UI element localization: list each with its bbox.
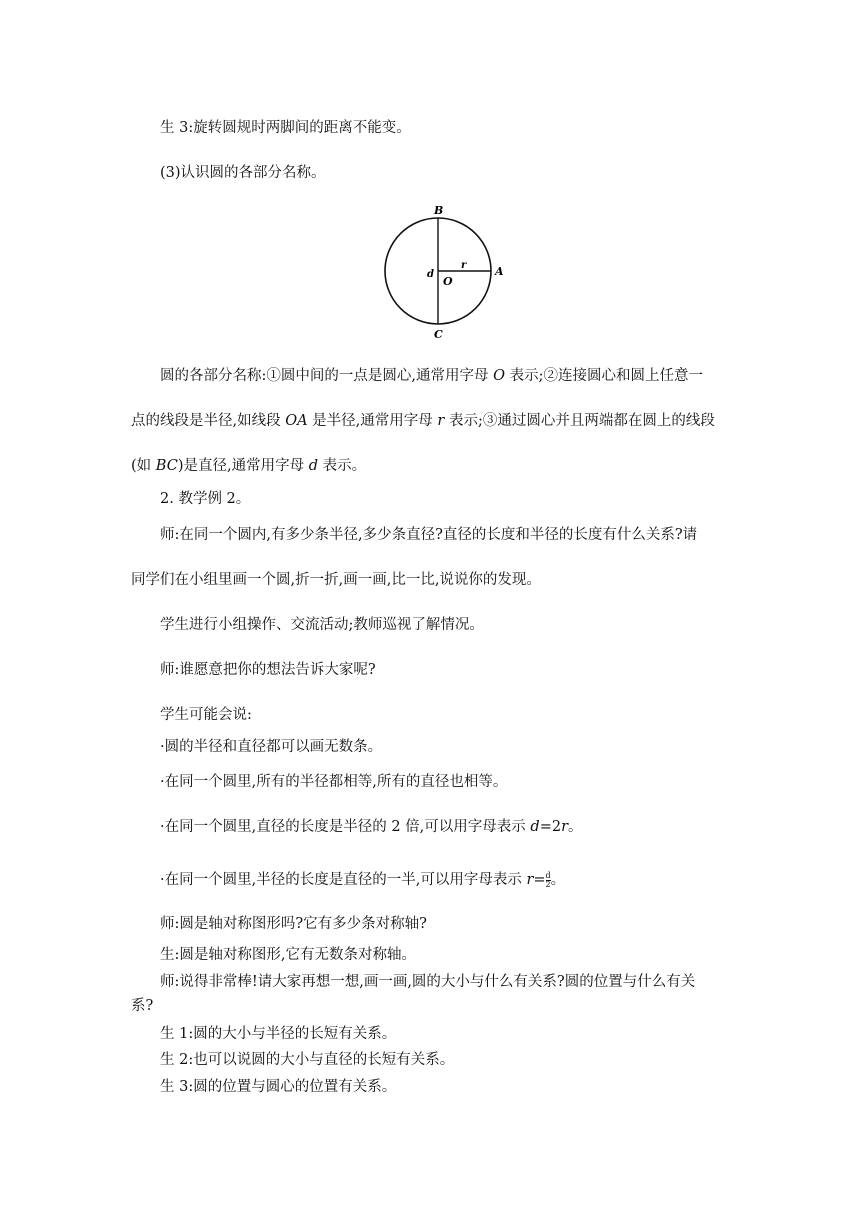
paragraph-1: 生 3:旋转圆规时两脚间的距离不能变。 xyxy=(160,120,411,136)
paragraph-9: 学生进行小组操作、交流活动;教师巡视了解情况。 xyxy=(160,617,484,633)
paragraph-16: 生 1:圆的大小与半径的长短有关系。 xyxy=(160,1026,397,1042)
paragraph-14: 师:说得非常棒!请大家再想一想,画一画,圆的大小与什么有关系?圆的位置与什么有关 xyxy=(160,974,696,990)
paragraph-3: 圆的各部分名称:①圆中间的一点是圆心,通常用字母 O 表示;②连接圆心和圆上任意一 xyxy=(160,368,703,384)
paragraph-18: 生 3:圆的位置与圆心的位置有关系。 xyxy=(160,1079,397,1095)
fraction-d-over-2: $\frac{d}{2}$ xyxy=(545,870,551,889)
bullet-3: ·在同一个圆里,直径的长度是半径的 2 倍,可以用字母表示 d=2r。 xyxy=(160,819,583,835)
circle-figure xyxy=(378,200,528,342)
bullet-1: ·圆的半径和直径都可以画无数条。 xyxy=(160,739,383,755)
point-a-label: A xyxy=(495,265,504,278)
radius-r-label: r xyxy=(461,260,467,271)
paragraph-17: 生 2:也可以说圆的大小与直径的长短有关系。 xyxy=(160,1052,455,1068)
point-b-label: B xyxy=(434,204,444,217)
paragraph-7: 师:在同一个圆内,有多少条半径,多少条直径?直径的长度和半径的长度有什么关系?请 xyxy=(160,527,698,543)
diameter-d-label: d xyxy=(427,269,434,280)
paragraph-2: (3)认识圆的各部分名称。 xyxy=(160,165,326,181)
bullet-4: ·在同一个圆里,半径的长度是直径的一半,可以用字母表示 r= $\frac{d}{2}$ 。 xyxy=(160,870,566,889)
center-o-label: O xyxy=(443,275,453,288)
point-c-label: C xyxy=(434,328,443,341)
paragraph-5: (如 BC)是直径,通常用字母 d 表示。 xyxy=(131,458,367,474)
paragraph-12: 师:圆是轴对称图形吗?它有多少条对称轴? xyxy=(160,916,427,932)
paragraph-4: 点的线段是半径,如线段 OA 是半径,通常用字母 r 表示;③通过圆心并且两端都在圆上的线段 xyxy=(131,413,715,429)
paragraph-15: 系? xyxy=(131,998,154,1014)
paragraph-10: 师:谁愿意把你的想法告诉大家呢? xyxy=(160,662,376,678)
paragraph-8: 同学们在小组里画一个圆,折一折,画一画,比一比,说说你的发现。 xyxy=(131,572,541,588)
paragraph-11: 学生可能会说: xyxy=(160,707,252,723)
bullet-2: ·在同一个圆里,所有的半径都相等,所有的直径也相等。 xyxy=(160,774,508,790)
paragraph-13: 生:圆是轴对称图形,它有无数条对称轴。 xyxy=(160,947,416,963)
section-heading-example-2: 2. 教学例 2。 xyxy=(160,491,251,507)
